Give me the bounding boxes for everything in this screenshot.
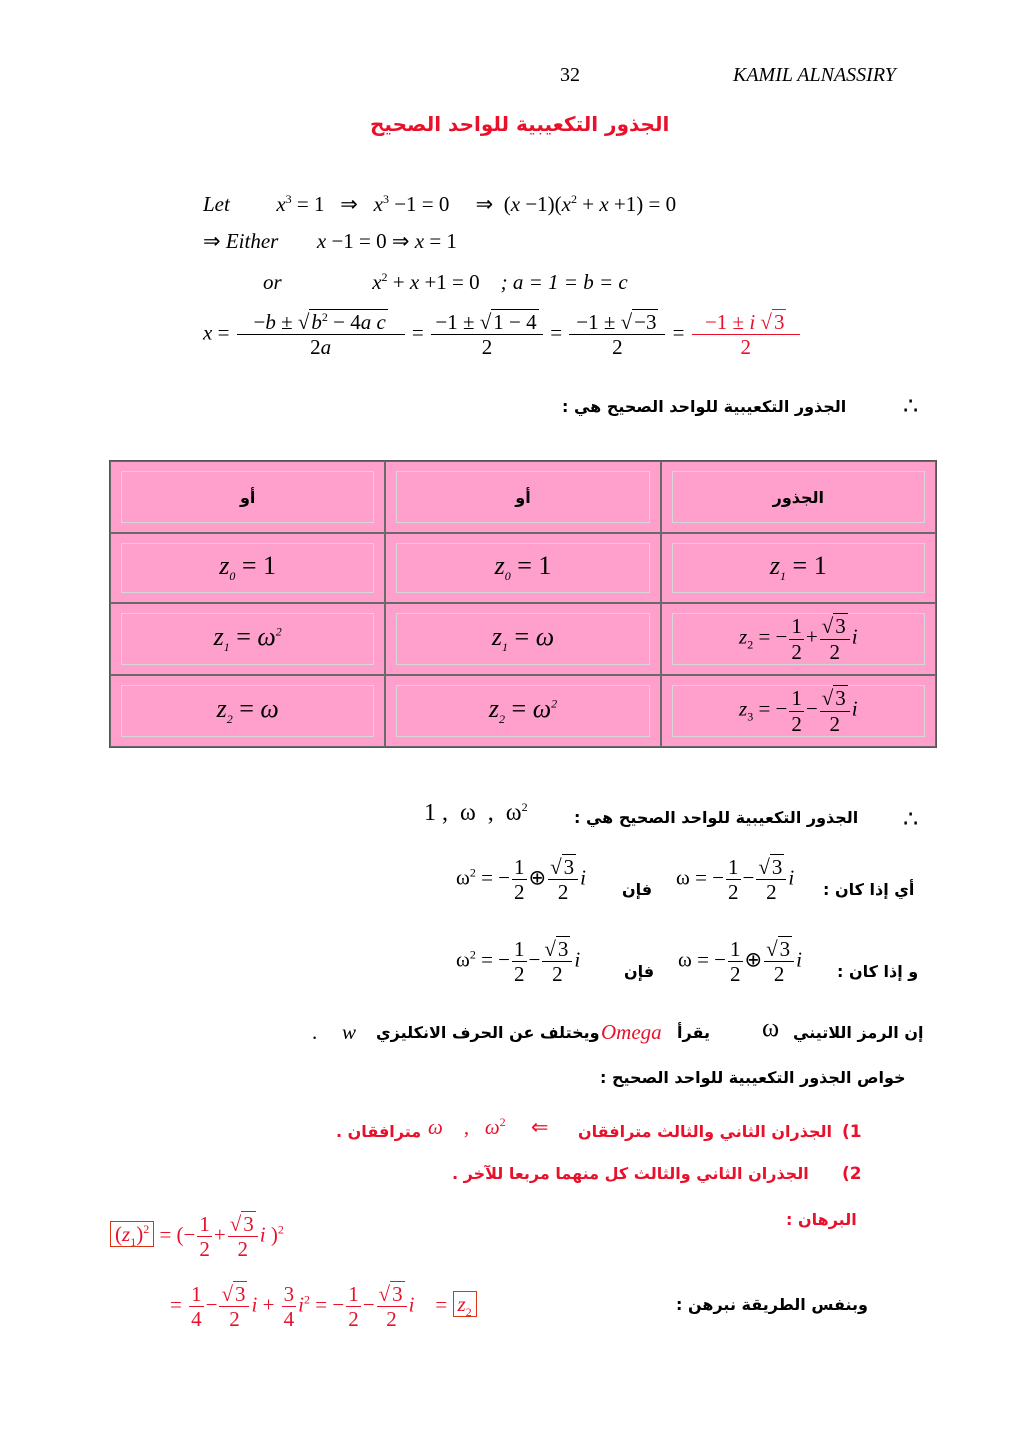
if-clause-2: و إذا كان : xyxy=(837,962,919,981)
proof-line-1: $(z_1)^2$ = (− $\frac{1}{2}$ + $\frac{√3}{2}$ i )$^2$ xyxy=(110,1212,284,1261)
omega-word: Omega xyxy=(601,1020,662,1044)
property-2-text: الجذران الثاني والثالث كل منهما مربعا للآخر . xyxy=(452,1164,809,1183)
omega-note-end: . xyxy=(312,1020,318,1044)
omega-note-part2: ويختلف عن الحرف الانكليزي xyxy=(376,1023,600,1042)
letter-w: w xyxy=(342,1020,357,1044)
property-1-tail: مترافقان . xyxy=(336,1122,422,1141)
table-cell: $z_0 = 1$ xyxy=(385,533,660,603)
equation-line-3: or $x^2 + x +1 = 0$ ; a = 1 = b = c xyxy=(263,270,628,294)
table-cell: $z_2$ = − $\frac{1}{2}$ + $\frac{√3}{2}$ i xyxy=(661,603,936,675)
table-cell: $z_3$ = − $\frac{1}{2}$ − $\frac{√3}{2}$ i xyxy=(661,675,936,747)
property-1-text: الجذران الثاني والثالث مترافقان xyxy=(578,1122,833,1141)
omega-squared-2: $\omega^2$ = − $\frac{1}{2}$ − $\frac{√3}{2}$ i xyxy=(456,937,581,987)
property-2-number: 2) xyxy=(842,1164,862,1184)
table-cell: $z_0 = 1$ xyxy=(110,533,385,603)
coefficients: ; a = 1 = b = c xyxy=(500,270,628,294)
equation-line-1: Let $x^3 = 1$ ⇒ $x^3 -1 = 0$ ⇒ $(x -1)(x^2 + x +1) = 0$ xyxy=(203,192,677,216)
equation-line-2: ⇒ Either x −1 = 0 ⇒ x = 1 xyxy=(203,229,457,253)
omega-def-2: ω = − $\frac{1}{2}$ ⊕ $\frac{√3}{2}$ i xyxy=(678,937,802,987)
or-word: or xyxy=(263,270,282,294)
same-way-label: وبنفس الطريقة نبرهن : xyxy=(676,1295,868,1314)
table-cell: $z_2 = \omega$ xyxy=(110,675,385,747)
roots-statement-2: الجذور التكعيبية للواحد الصحيح هي : xyxy=(574,808,859,827)
let-word: Let xyxy=(203,192,230,216)
omega-symbol: ω xyxy=(762,1013,780,1042)
omega-squared-1: $\omega^2$ = − $\frac{1}{2}$ ⊕ $\frac{√3}{2}$ i xyxy=(456,855,586,905)
author-name: KAMIL ALNASSIRY xyxy=(733,64,896,86)
then-word-2: فإن xyxy=(624,962,655,981)
either-word: Either xyxy=(225,229,279,253)
proof-label: البرهان : xyxy=(786,1210,857,1229)
omega-note-part1: إن الرمز اللاتيني xyxy=(793,1023,924,1042)
property-1-conjugates: ω , $\omega^2$ ⇐ xyxy=(428,1115,549,1139)
table-cell: $z_1 = \omega^2$ xyxy=(110,603,385,675)
roots-table xyxy=(109,460,937,748)
table-cell: $z_1 = \omega$ xyxy=(385,603,660,675)
omega-def-1: ω = − $\frac{1}{2}$ − $\frac{√3}{2}$ i xyxy=(676,855,795,905)
table-header-roots: الجذور xyxy=(661,461,936,533)
therefore-symbol-1: ∴ xyxy=(903,394,919,420)
roots-statement-1: الجذور التكعيبية للواحد الصحيح هي : xyxy=(562,397,847,416)
table-cell: $z_2 = \omega^2$ xyxy=(385,675,660,747)
quadratic-formula: x = $\frac{-b \pm √b^2 - 4a c}{2a}$ = $\frac{-1 \pm √1 - 4}{2}$ = $\frac{-1 \pm √-3}{2}$ = $\frac{-1 \pm i √3}{2}$ xyxy=(203,310,802,359)
page-title: الجذور التكعيبية للواحد الصحيح xyxy=(370,112,670,136)
table-cell: $z_1 = 1$ xyxy=(661,533,936,603)
therefore-symbol-2: ∴ xyxy=(903,807,919,833)
proof-line-2: = $\frac{1}{4}$ − $\frac{√3}{2}$ i + $\frac{3}{4}$ $i^2$ = − $\frac{1}{2}$ − $\frac{√3}{2}$ i = $z_2$ xyxy=(170,1282,477,1331)
table-header-or-left: أو xyxy=(110,461,385,533)
properties-title: خواص الجذور التكعيبية للواحد الصحيح : xyxy=(600,1068,906,1087)
page-number: 32 xyxy=(560,64,580,86)
if-clause-1: أي إذا كان : xyxy=(823,880,915,899)
then-word-1: فإن xyxy=(622,880,653,899)
roots-list: 1 , ω , $\omega^2$ xyxy=(424,800,528,826)
table-header-or-middle: أو xyxy=(385,461,660,533)
property-1-number: 1) xyxy=(842,1122,862,1142)
omega-note-reads: يقرأ xyxy=(677,1023,710,1042)
